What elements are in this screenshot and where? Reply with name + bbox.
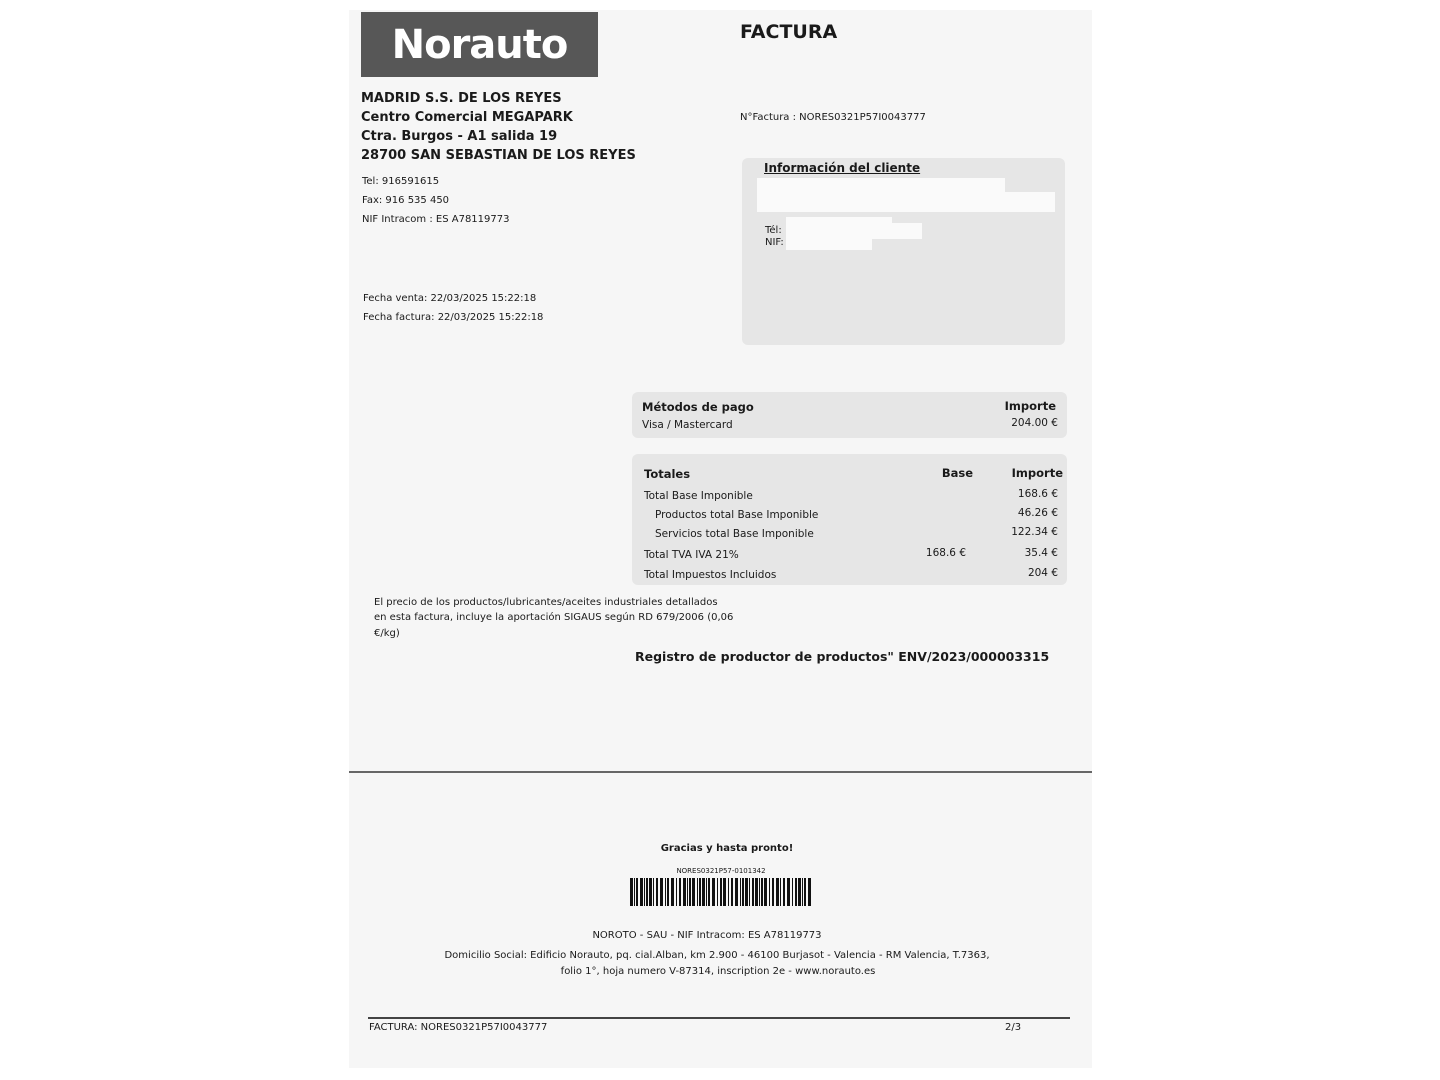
totals-row-amount: 46.26 € (1017, 507, 1058, 519)
barcode-bar (653, 878, 654, 906)
barcode-bar (755, 878, 758, 906)
barcode-bar (656, 878, 658, 906)
barcode-bar (717, 878, 718, 906)
barcode-bar (723, 878, 726, 906)
barcode-bar (792, 878, 793, 906)
footer-invoice-ref: FACTURA: NORES0321P57I0043777 (369, 1022, 548, 1033)
totals-row-amount: 35.4 € (1024, 547, 1058, 559)
payment-amount: 204.00 € (1011, 417, 1058, 429)
page-number: 2/3 (1005, 1022, 1022, 1033)
barcode-bar (689, 878, 691, 906)
barcode-bar (697, 878, 698, 906)
barcode-bar (783, 878, 785, 906)
barcode-bar (683, 878, 686, 906)
page-divider (349, 771, 1092, 773)
redacted-block (786, 238, 872, 250)
barcode-bar (742, 878, 744, 906)
norauto-logo (361, 12, 598, 77)
barcode-bar (759, 878, 760, 906)
barcode-bar (634, 878, 635, 906)
store-center: Centro Comercial MEGAPARK (361, 110, 573, 125)
barcode-bar (772, 878, 774, 906)
barcode-bar (660, 878, 663, 906)
barcode-bar (702, 878, 705, 906)
barcode-bar (735, 878, 738, 906)
barcode-bar (692, 878, 695, 906)
barcode-bar (787, 878, 790, 906)
barcode-bar (667, 878, 669, 906)
store-fax: Fax: 916 535 450 (362, 195, 450, 206)
barcode-bar (699, 878, 701, 906)
totals-heading: Totales (644, 467, 691, 481)
totals-row-label: Total TVA IVA 21% (644, 549, 739, 561)
producer-registry: Registro de productor de productos" ENV/2023/000003315 (635, 649, 1050, 664)
barcode-bar (676, 878, 677, 906)
barcode-bar (665, 878, 666, 906)
barcode-bar (687, 878, 688, 906)
barcode-bar (646, 878, 648, 906)
totals-row-amount: 168.6 € (1017, 488, 1058, 500)
client-info-heading: Información del cliente (764, 161, 921, 175)
barcode-bar (761, 878, 763, 906)
barcode-bar (630, 878, 633, 906)
client-nif-label: NIF: (765, 237, 784, 248)
sigaus-note-line-2: en esta factura, incluye la aportación SIGAUS según RD 679/2006 (0,06 (374, 612, 734, 623)
barcode-bar (769, 878, 770, 906)
payment-amount-heading: Importe (1004, 399, 1056, 413)
barcode-bar (636, 878, 638, 906)
invoice-number: N°Factura : NORES0321P57I0043777 (740, 112, 926, 123)
barcode-bar (731, 878, 733, 906)
totals-base-heading: Base (941, 466, 973, 480)
barcode (630, 878, 812, 906)
totals-row-amount: 122.34 € (1011, 526, 1058, 538)
barcode-bar (649, 878, 652, 906)
barcode-bar (708, 878, 710, 906)
totals-row-amount: 204 € (1027, 567, 1058, 579)
registered-office-line-2: folio 1°, hoja numero V-87314, inscription 2e - www.norauto.es (560, 966, 876, 977)
barcode-bar (745, 878, 748, 906)
barcode-bar (640, 878, 643, 906)
document-title: FACTURA (740, 21, 838, 43)
barcode-text: NORES0321P57-0101342 (676, 867, 766, 875)
barcode-bar (712, 878, 715, 906)
totals-row-base: 168.6 € (925, 547, 966, 559)
barcode-bar (752, 878, 754, 906)
barcode-bar (764, 878, 767, 906)
barcode-bar (740, 878, 741, 906)
barcode-bar (804, 878, 806, 906)
barcode-bar (749, 878, 750, 906)
store-road: Ctra. Burgos - A1 salida 19 (361, 129, 558, 144)
barcode-bar (728, 878, 729, 906)
store-city: 28700 SAN SEBASTIAN DE LOS REYES (361, 148, 636, 163)
barcode-bar (720, 878, 722, 906)
barcode-bar (644, 878, 645, 906)
sigaus-note-line-1: El precio de los productos/lubricantes/aceites industriales detallados (374, 597, 718, 608)
barcode-bar (802, 878, 803, 906)
payment-method: Visa / Mastercard (642, 419, 733, 431)
payment-heading: Métodos de pago (642, 400, 754, 414)
sigaus-note-line-3: €/kg) (374, 628, 400, 639)
invoice-date: Fecha factura: 22/03/2025 15:22:18 (363, 312, 544, 323)
barcode-bar (776, 878, 779, 906)
barcode-bar (671, 878, 674, 906)
redacted-block (757, 192, 1055, 212)
totals-row-label: Servicios total Base Imponible (655, 528, 814, 540)
footer-rule (368, 1017, 1070, 1019)
barcode-bar (795, 878, 797, 906)
barcode-bar (706, 878, 707, 906)
store-tel: Tel: 916591615 (362, 176, 440, 187)
client-tel-label: Tél: (765, 225, 782, 236)
payment-box (632, 392, 1067, 438)
barcode-bar (808, 878, 811, 906)
barcode-bar (798, 878, 801, 906)
logo-text: Norauto (391, 21, 568, 68)
store-nif: NIF Intracom : ES A78119773 (362, 214, 510, 225)
store-name: MADRID S.S. DE LOS REYES (361, 91, 562, 106)
redacted-block (757, 178, 1005, 192)
totals-row-label: Total Impuestos Incluidos (644, 569, 777, 581)
barcode-bar (679, 878, 681, 906)
totals-row-label: Productos total Base Imponible (655, 509, 819, 521)
registered-office-line-1: Domicilio Social: Edificio Norauto, pq. cial.Alban, km 2.900 - 46100 Burjasot - Valencia - RM Valencia, T.7363, (444, 950, 990, 961)
thanks-message: Gracias y hasta pronto! (660, 843, 794, 854)
sale-date: Fecha venta: 22/03/2025 15:22:18 (363, 293, 537, 304)
barcode-bar (780, 878, 781, 906)
totals-row-label: Total Base Imponible (644, 490, 753, 502)
totals-amount-heading: Importe (1011, 466, 1063, 480)
company-info: NOROTO - SAU - NIF Intracom: ES A78119773 (592, 930, 822, 941)
redacted-block (786, 223, 922, 239)
